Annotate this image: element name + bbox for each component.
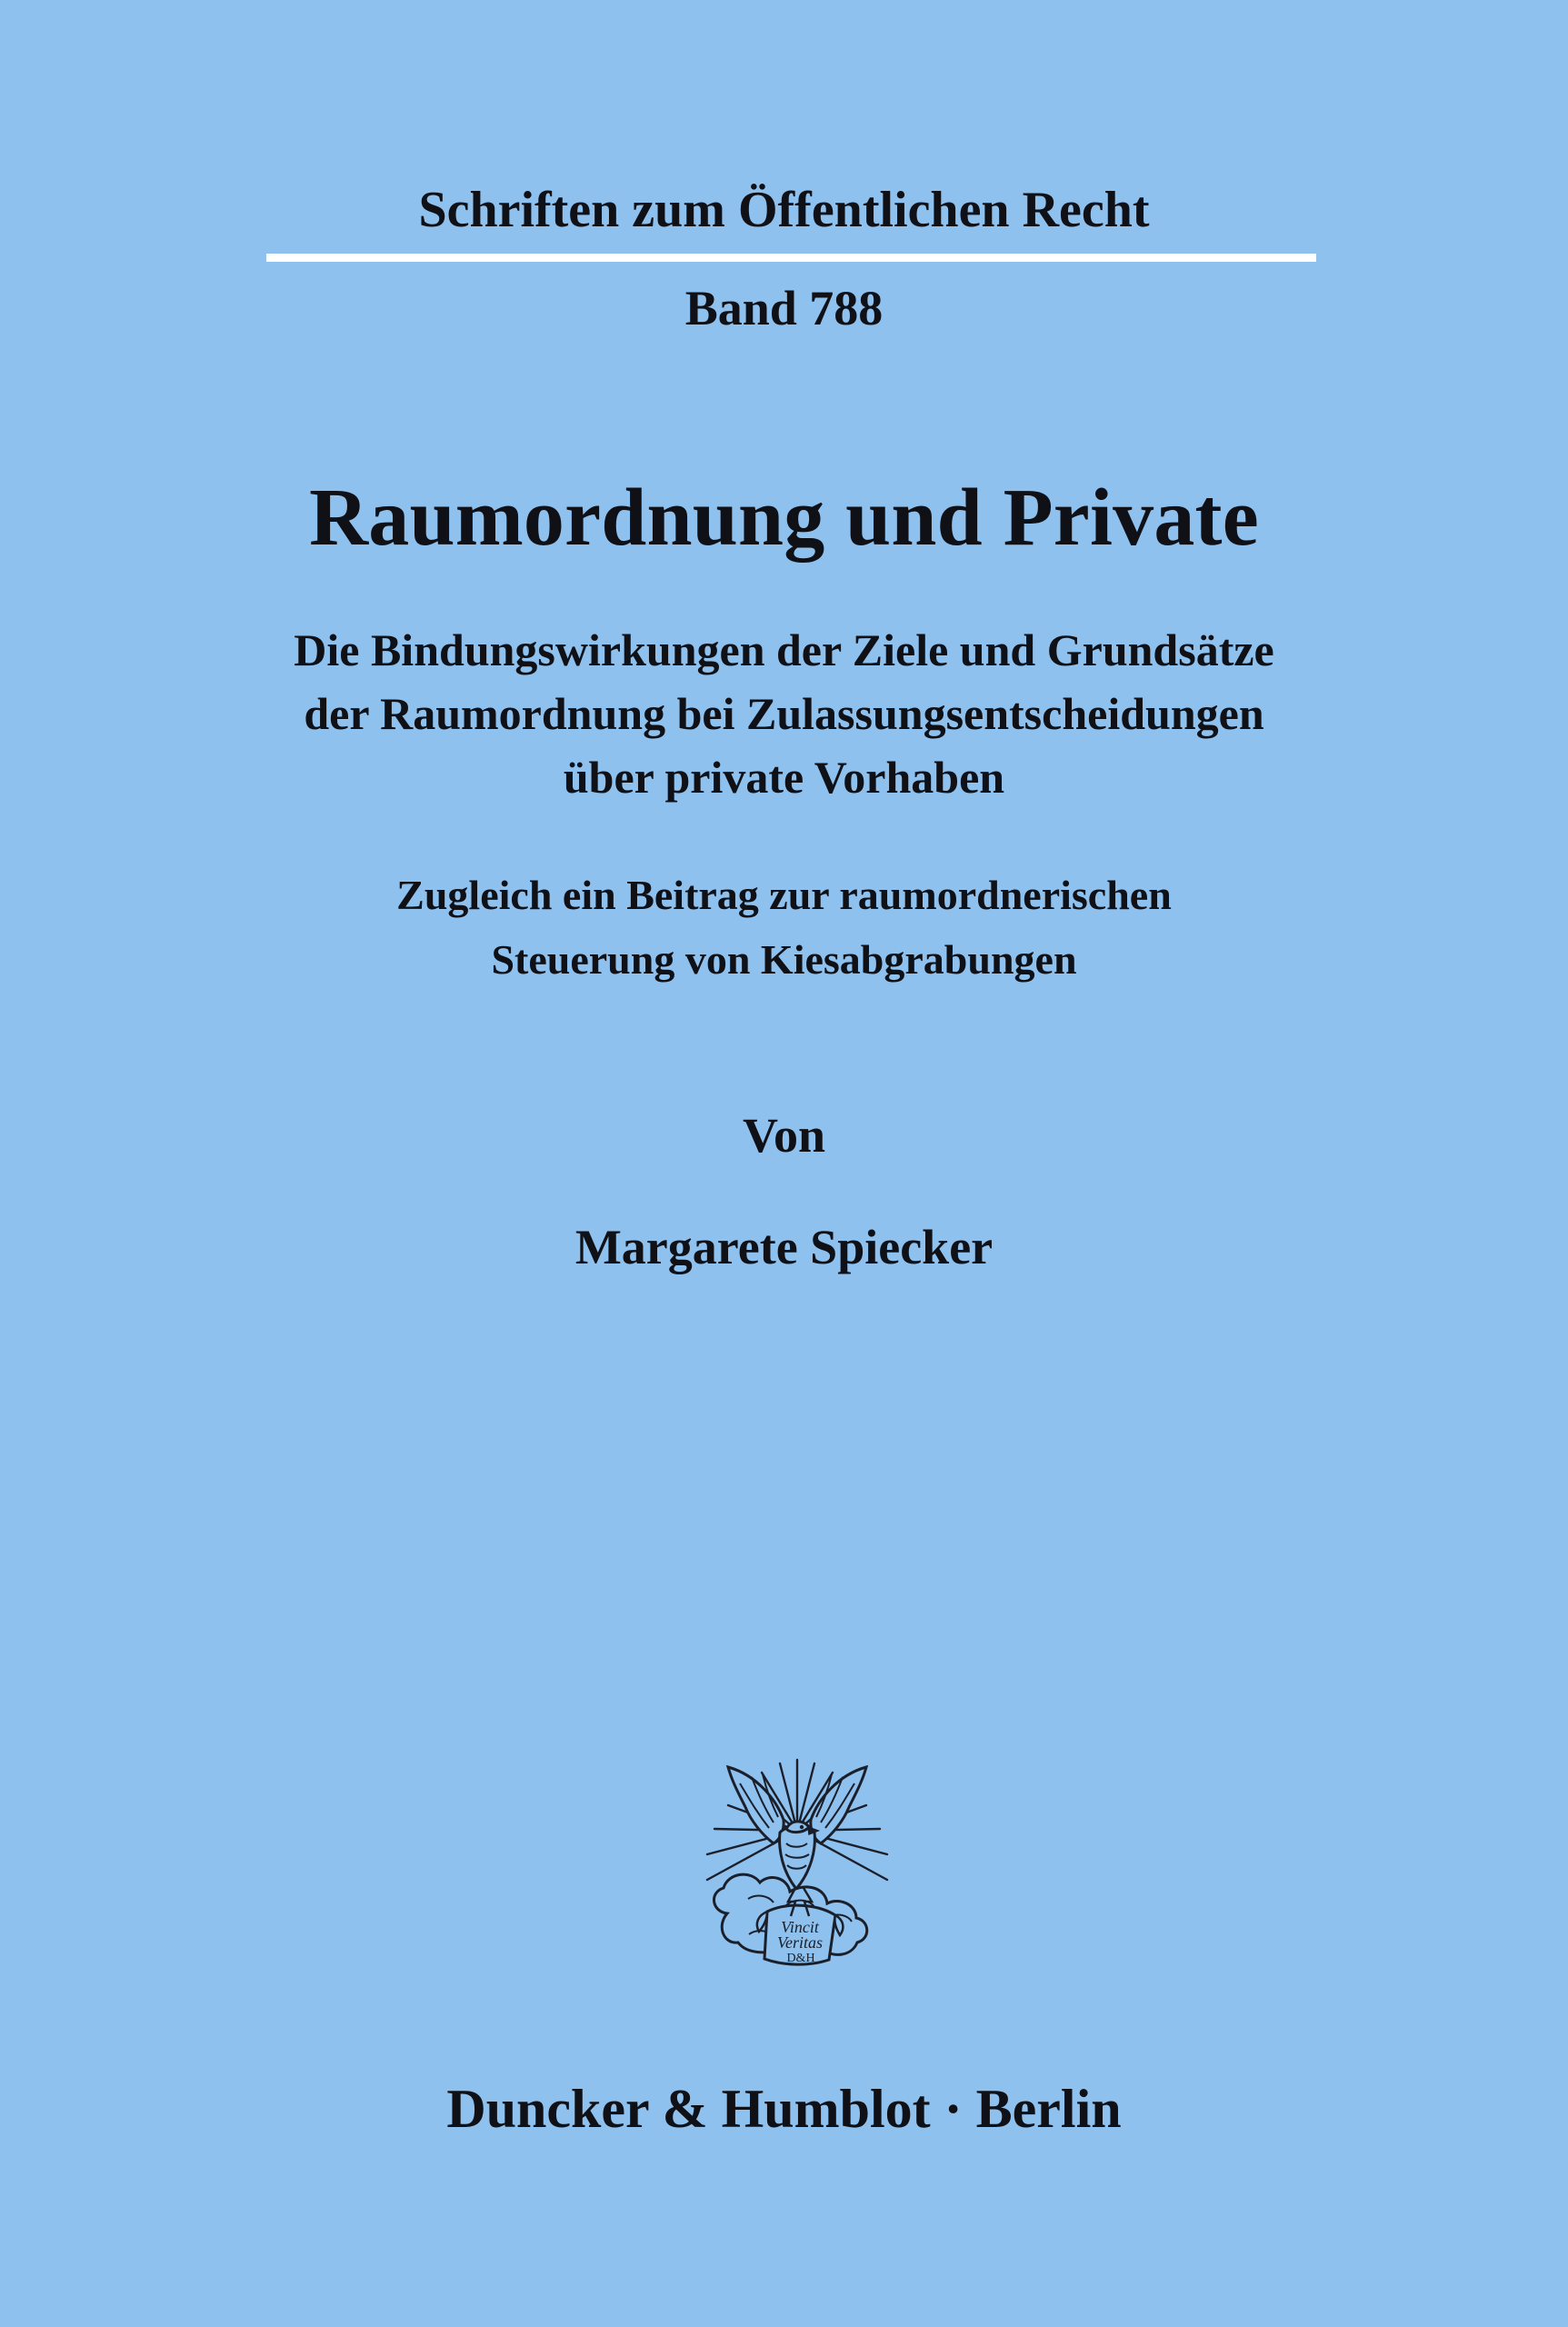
volume-label: Band 788 — [684, 281, 884, 335]
by-label: Von — [742, 1108, 826, 1163]
eagle-emblem-icon — [702, 1756, 893, 1983]
emblem-initials: D&H — [786, 1952, 815, 1965]
addendum-line: Steuerung von Kiesabgrabungen — [491, 936, 1077, 983]
addendum-line: Zugleich ein Beitrag zur raumordnerischen — [396, 872, 1172, 918]
series-title: Schriften zum Öffentlichen Recht — [418, 182, 1150, 238]
series-rule — [266, 254, 1316, 262]
subtitle-line: der Raumordnung bei Zulassungsentscheidungen — [304, 688, 1264, 739]
emblem-motto-line-2: Veritas — [776, 1933, 824, 1952]
author-name: Margarete Spiecker — [574, 1220, 994, 1274]
subtitle-line: Die Bindungswirkungen der Ziele und Grundsätze — [294, 624, 1274, 675]
publisher-line: Duncker & Humblot · Berlin — [446, 2079, 1122, 2139]
emblem-motto-line-1: Vincit — [781, 1918, 819, 1936]
subtitle-line: über private Vorhaben — [563, 752, 1005, 803]
main-title: Raumordnung und Private — [309, 473, 1259, 563]
